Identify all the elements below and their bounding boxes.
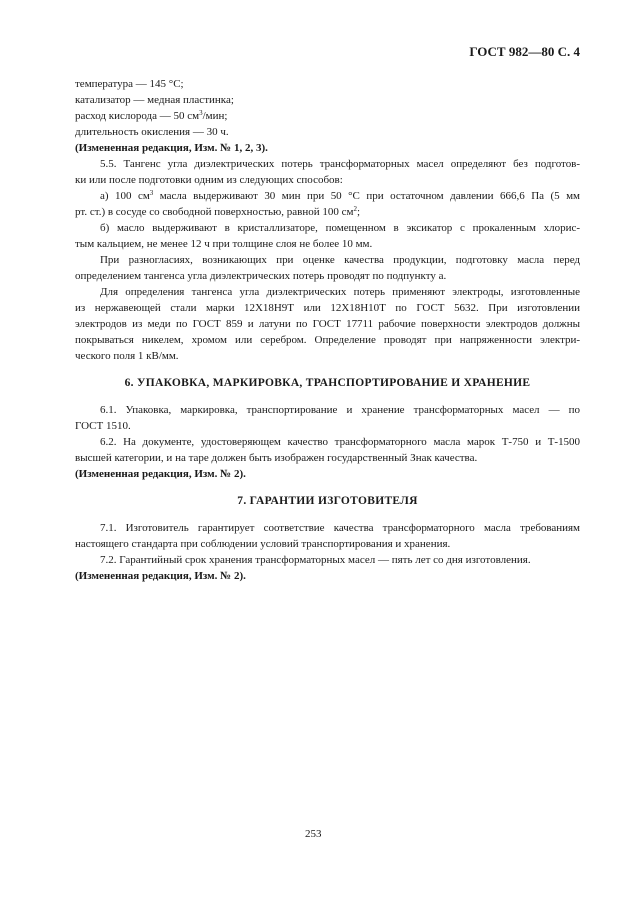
paragraph-6-1-line: 6.1. Упаковка, маркировка, транспортирование и хранение трансформаторных масел — по — [100, 404, 580, 416]
paragraph-6-2-line: 6.2. На документе, удостоверяющем качество трансформаторного масла марок Т-750 и Т-1500 — [100, 436, 580, 448]
paragraph-5-5-a-text: ; — [356, 206, 361, 218]
param-oxygen-rate-sup: 3 — [199, 109, 203, 117]
paragraph-5-5-b-line: б) масло выдерживают в кристаллизаторе, помещенном в эксикатор с прокаленным хлорис- — [100, 222, 580, 234]
paragraph-5-5-d-line: из нержавеющей стали марки 12Х18Н9Т или 12Х18Н10Т по ГОСТ 5632. При изготовлении — [75, 302, 580, 314]
param-catalyst: катализатор — медная пластинка; — [75, 94, 234, 106]
paragraph-5-5-d-line: ческого поля 1 кВ/мм. — [75, 350, 179, 362]
document-header: ГОСТ 982—80 С. 4 — [469, 44, 580, 59]
param-oxygen-rate — [75, 108, 580, 124]
amendment-note: (Измененная редакция, Изм. № 2). — [75, 468, 246, 480]
paragraph-5-5-d-line: электродов из меди по ГОСТ 859 и латуни по ГОСТ 17711 рабочие поверхности электродов должны — [75, 318, 580, 330]
paragraph-6-2-line: высшей категории, и на таре должен быть изображен государственный Знак качества. — [75, 452, 478, 464]
paragraph-5-5-a-text: масла выдерживают 30 мин при 50 °С при остаточном давлении 666,6 Па (5 мм — [153, 190, 580, 202]
paragraph-5-5-a-sup: 3 — [149, 189, 154, 197]
paragraph-5-5-a-sup: 2 — [353, 205, 357, 213]
paragraph-5-5-d-line: покрываться никелем, хромом или серебром. Определение проводят при напряженности электри- — [75, 334, 580, 346]
paragraph-5-5-a-text: а) 100 см — [100, 190, 150, 202]
param-temperature: температура — 145 °С; — [75, 78, 184, 90]
paragraph-5-5-line: 5.5. Тангенс угла диэлектрических потерь трансформаторных масел определяют без подготов- — [100, 158, 580, 170]
paragraph-5-5-a-line — [75, 188, 580, 204]
param-oxygen-rate-text: расход кислорода — 50 см — [75, 110, 200, 122]
section-7-title: 7. ГАРАНТИИ ИЗГОТОВИТЕЛЯ — [237, 495, 418, 507]
param-duration: длительность окисления — 30 ч. — [75, 126, 229, 138]
document-page — [75, 0, 580, 914]
paragraph-5-5-d-line: Для определения тангенса угла диэлектрических потерь применяют электроды, изготовленные — [100, 286, 580, 298]
section-6-title: 6. УПАКОВКА, МАРКИРОВКА, ТРАНСПОРТИРОВАНИЕ И ХРАНЕНИЕ — [124, 377, 531, 389]
paragraph-5-5-b-line: тым кальцием, не менее 12 ч при толщине слоя не более 10 мм. — [75, 238, 373, 250]
paragraph-6-1-line: ГОСТ 1510. — [75, 420, 131, 432]
amendment-note: (Измененная редакция, Изм. № 2). — [75, 570, 246, 582]
paragraph-5-5-line: ки или после подготовки одним из следующих способов: — [75, 174, 343, 186]
paragraph-7-1-line: 7.1. Изготовитель гарантирует соответствие качества трансформаторного масла требованиям — [100, 522, 580, 534]
paragraph-5-5-c-line: определением тангенса угла диэлектрических потерь проводят по подпункту а. — [75, 270, 447, 282]
paragraph-5-5-a-text: рт. ст.) в сосуде со свободной поверхностью, равной 100 см — [75, 206, 354, 218]
paragraph-5-5-a-line — [75, 204, 580, 220]
amendment-note: (Измененная редакция, Изм. № 1, 2, 3). — [75, 142, 268, 154]
paragraph-7-2-line: 7.2. Гарантийный срок хранения трансформаторных масел — пять лет со дня изготовления. — [100, 554, 531, 566]
page-number: 253 — [305, 828, 322, 840]
paragraph-7-1-line: настоящего стандарта при соблюдении условий транспортирования и хранения. — [75, 538, 451, 550]
paragraph-5-5-c-line: При разногласиях, возникающих при оценке качества продукции, подготовку масла перед — [100, 254, 580, 266]
param-oxygen-rate-unit: /мин; — [202, 110, 228, 122]
document-body — [75, 76, 580, 584]
